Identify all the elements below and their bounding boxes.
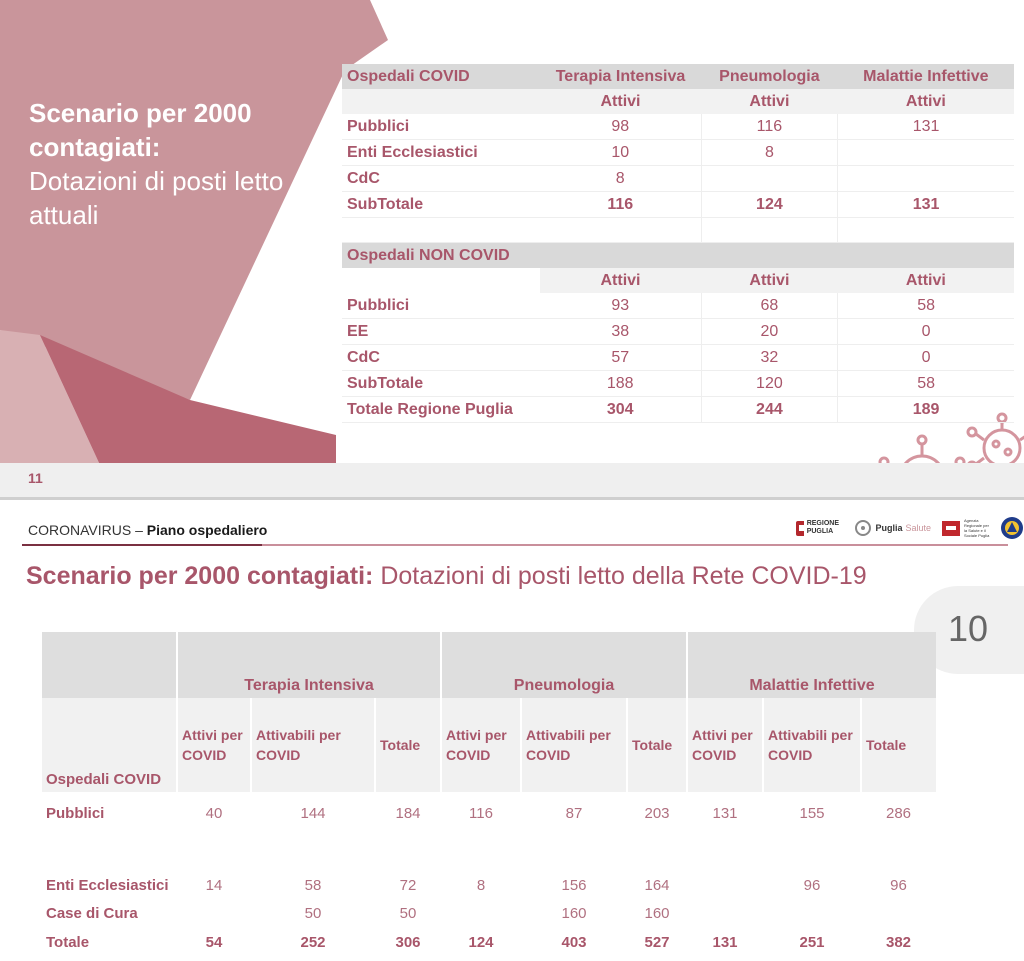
protezione-civile-logo [1000, 516, 1024, 540]
coat-of-arms-icon [795, 519, 804, 537]
ares-icon [941, 519, 961, 537]
slide-divider [0, 497, 1024, 500]
table-row: Totale Regione Puglia 304 244 189 [342, 397, 1014, 423]
table-subheader-row: Attivi Attivi Attivi [342, 89, 1014, 114]
title-bold: Scenario per 2000 contagiati: [29, 98, 252, 162]
protezione-civile-icon [1000, 516, 1024, 540]
table-row: Pubblici 93 68 58 [342, 293, 1014, 319]
covid-network-beds-table [42, 632, 936, 956]
table-header-row: Ospedali COVID Terapia Intensiva Pneumologia Malattie Infettive [342, 64, 1014, 89]
table-row: Enti Ecclesiastici 10 8 [342, 140, 1014, 166]
page-number: 11 [28, 470, 43, 486]
current-beds-table [342, 64, 1014, 423]
table-row: CdC 8 [342, 166, 1014, 192]
slide-title [29, 96, 329, 232]
flower-icon [854, 519, 872, 537]
table-group-header-row: Terapia Intensiva Pneumologia Malattie Infettive [42, 632, 936, 698]
table-row: CdC 57 32 0 [342, 345, 1014, 371]
table-subheader-row: Ospedali COVID Attivi per COVID Attivabili per COVID Totale Attivi per COVID Attivabili per COVID Totale Attivi per COVID Attivabili per COVID Totale [42, 698, 936, 792]
ares-logo: Agenzia Regionale per la Salute e il Sociale Puglia [941, 518, 990, 538]
table-row: Pubblici 98 116 131 [342, 114, 1014, 140]
header-rule-accent [22, 544, 262, 546]
table-row: EE 38 20 0 [342, 319, 1014, 345]
table-row: Pubblici 40 144 184 116 87 203 131 155 286 [46, 804, 912, 822]
table-subheader-row: Attivi Attivi Attivi [342, 268, 1014, 293]
header-bold: Piano ospedaliero [146, 522, 268, 538]
footer-bar [0, 463, 1024, 497]
title-light: Dotazioni di posti letto attuali [29, 166, 284, 230]
table-row: SubTotale 116 124 131 [342, 192, 1014, 218]
table-row: Enti Ecclesiastici 14 58 72 8 156 164 96 96 [46, 877, 907, 894]
table-total-row: Totale 54 252 306 124 403 527 131 251 382 [46, 933, 912, 951]
logo-strip [795, 515, 1024, 541]
table-header-row: Ospedali NON COVID [342, 243, 1014, 269]
puglia-salute-logo: Puglia Salute [854, 519, 931, 537]
table-row: SubTotale 188 120 58 [342, 371, 1014, 397]
page-title: Scenario per 2000 contagiati: Dotazioni di posti letto della Rete COVID-19 [26, 562, 867, 590]
page-number-badge: 10 [914, 586, 1024, 674]
slide-header: CORONAVIRUS – Piano ospedaliero [28, 522, 268, 538]
table-row: Case di Cura 50 50 160 160 [46, 904, 670, 922]
regione-puglia-logo: REGIONE PUGLIA [795, 519, 844, 537]
table-spacer-row [342, 218, 1014, 243]
